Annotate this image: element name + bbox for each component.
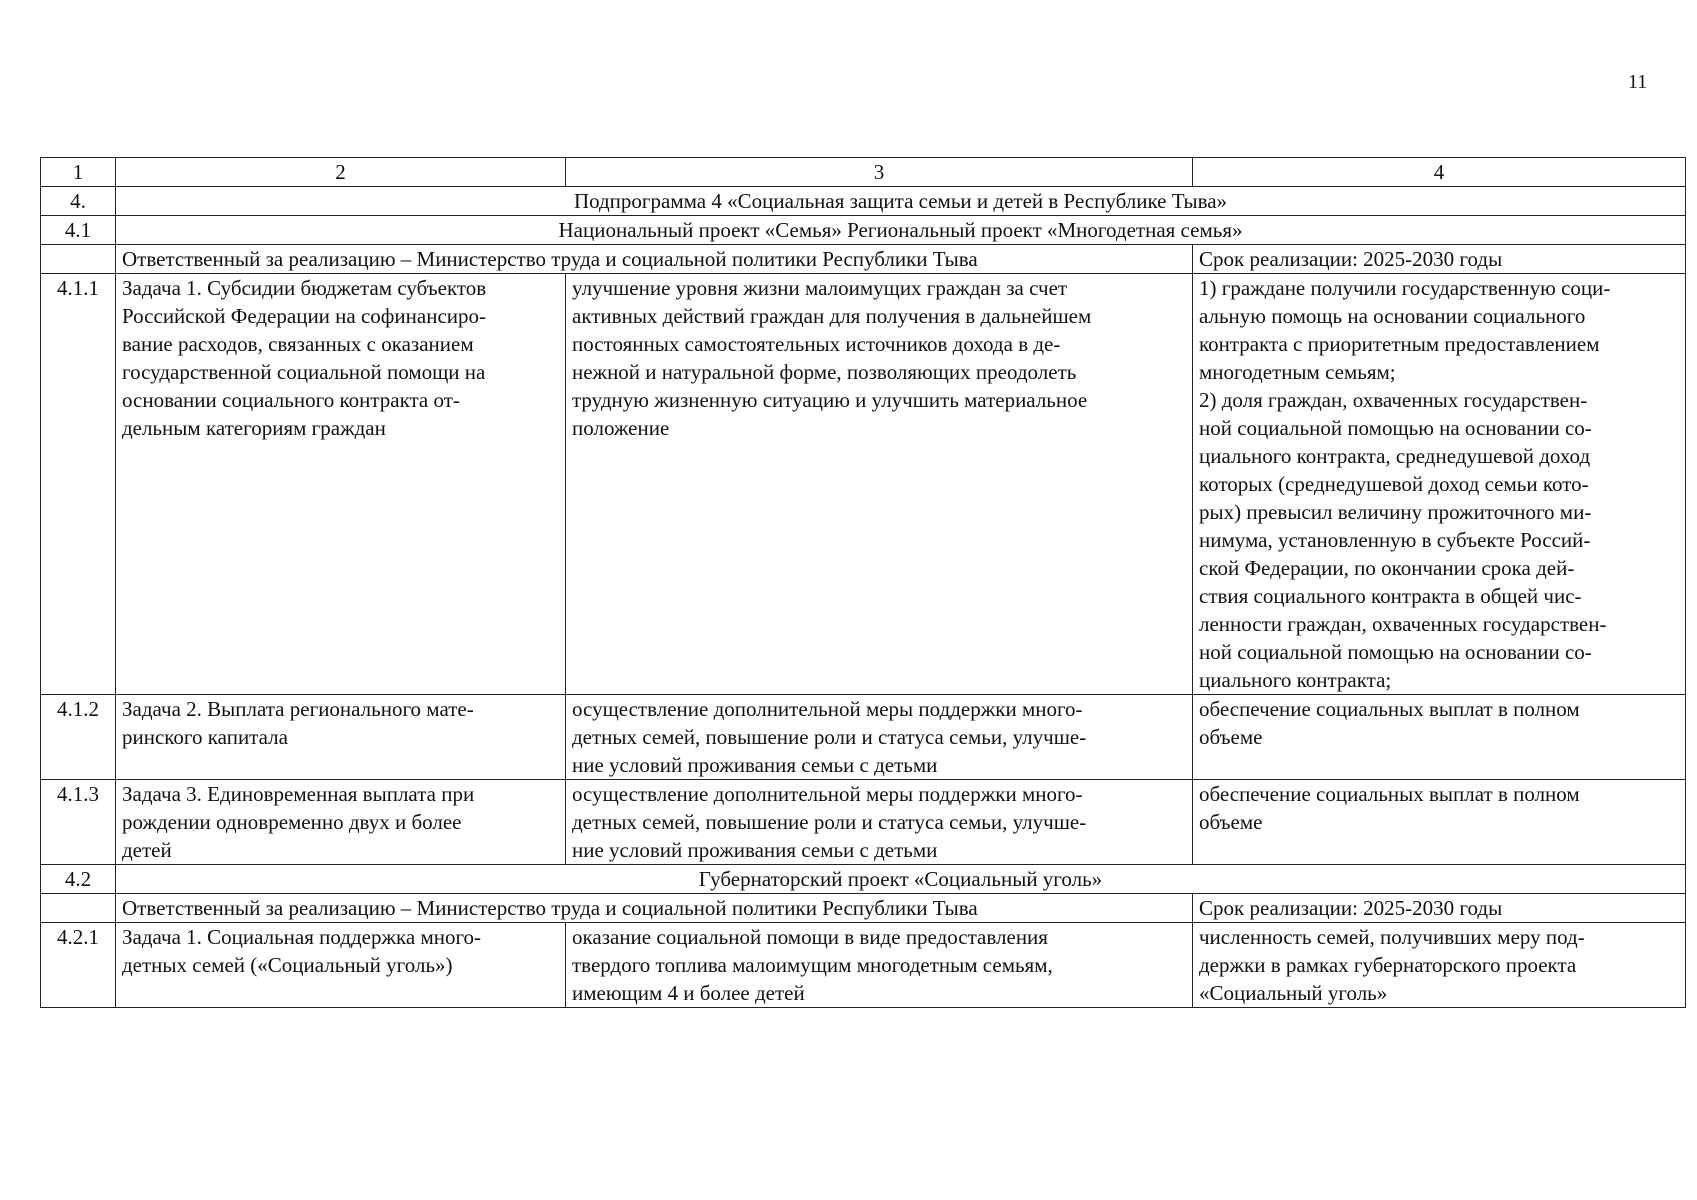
responsible-text: Ответственный за реализацию – Министерство труда и социальной политики Республики Тыва <box>116 894 1193 923</box>
effect-cell: улучшение уровня жизни малоимущих граждан за счет активных действий граждан для получения в дальнейшем постоянных самостоятельных источников дохода в де- нежной и натуральной форме, позволяющих преодолеть трудную жизненную ситуацию и улучшить материальное положение <box>566 274 1193 695</box>
task-cell: Задача 1. Социальная поддержка много- детных семей («Социальный уголь») <box>116 923 566 1008</box>
responsible-row <box>41 245 1686 274</box>
project-row <box>41 216 1686 245</box>
row-number: 4.1.1 <box>41 274 116 695</box>
term-text: Срок реализации: 2025-2030 годы <box>1193 245 1686 274</box>
subprogram-title: Подпрограмма 4 «Социальная защита семьи и детей в Республике Тыва» <box>116 187 1686 216</box>
effect-cell: осуществление дополнительной меры поддержки много- детных семей, повышение роли и статуса семьи, улучше- ние условий проживания семьи с детьми <box>566 695 1193 780</box>
table-row <box>41 274 1686 695</box>
program-table <box>40 157 1686 1008</box>
responsible-row <box>41 894 1686 923</box>
subprogram-row <box>41 187 1686 216</box>
section-number: 4.1 <box>41 216 116 245</box>
project-title: Национальный проект «Семья» Региональный проект «Многодетная семья» <box>116 216 1686 245</box>
table-row <box>41 695 1686 780</box>
empty-cell <box>41 245 116 274</box>
effect-cell: оказание социальной помощи в виде предоставления твердого топлива малоимущим многодетным семьям, имеющим 4 и более детей <box>566 923 1193 1008</box>
table-header-row <box>41 158 1686 187</box>
header-cell: 4 <box>1193 158 1686 187</box>
header-cell: 2 <box>116 158 566 187</box>
header-cell: 1 <box>41 158 116 187</box>
responsible-text: Ответственный за реализацию – Министерство труда и социальной политики Республики Тыва <box>116 245 1193 274</box>
table-row <box>41 923 1686 1008</box>
row-number: 4.1.3 <box>41 780 116 865</box>
effect-cell: осуществление дополнительной меры поддержки много- детных семей, повышение роли и статуса семьи, улучше- ние условий проживания семьи с детьми <box>566 780 1193 865</box>
section-number: 4.2 <box>41 865 116 894</box>
indicator-cell: обеспечение социальных выплат в полном объеме <box>1193 695 1686 780</box>
project-title: Губернаторский проект «Социальный уголь» <box>116 865 1686 894</box>
task-cell: Задача 1. Субсидии бюджетам субъектов Российской Федерации на софинансиро- вание расходов, связанных с оказанием государственной социальной помощи на основании социального контракта от- дельным категориям граждан <box>116 274 566 695</box>
header-cell: 3 <box>566 158 1193 187</box>
indicator-cell: 1) граждане получили государственную соци- альную помощь на основании социального контракта с приоритетным предоставлением многодетным семьям; 2) доля граждан, охваченных государствен- ной социальной помощью на основании со- циального контракта, среднедушевой доход которых (среднедушевой доход семьи кото- рых) превысил величину прожиточного ми- нимума, установленную в субъекте Россий- ской Федерации, по окончании срока дей- ствия социального контракта в общей чис- ленности граждан, охваченных государствен- ной социальной помощью на основании со- циального контракта; <box>1193 274 1686 695</box>
row-number: 4.2.1 <box>41 923 116 1008</box>
table-row <box>41 780 1686 865</box>
page-number: 11 <box>1628 71 1648 93</box>
task-cell: Задача 2. Выплата регионального мате- ринского капитала <box>116 695 566 780</box>
project-row <box>41 865 1686 894</box>
task-cell: Задача 3. Единовременная выплата при рождении одновременно двух и более детей <box>116 780 566 865</box>
indicator-cell: численность семей, получивших меру под- держки в рамках губернаторского проекта «Социальный уголь» <box>1193 923 1686 1008</box>
row-number: 4.1.2 <box>41 695 116 780</box>
empty-cell <box>41 894 116 923</box>
section-number: 4. <box>41 187 116 216</box>
term-text: Срок реализации: 2025-2030 годы <box>1193 894 1686 923</box>
indicator-cell: обеспечение социальных выплат в полном объеме <box>1193 780 1686 865</box>
